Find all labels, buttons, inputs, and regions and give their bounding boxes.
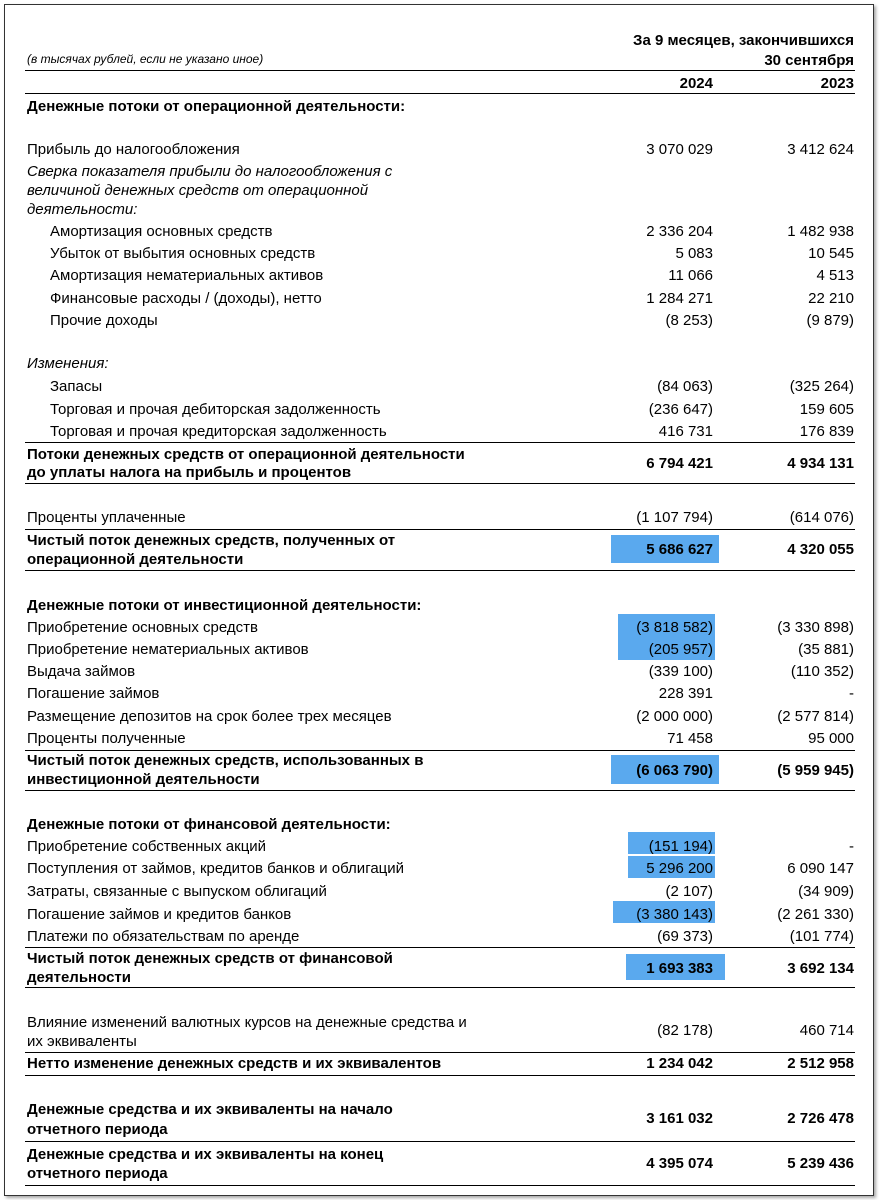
value-2024: (339 100) bbox=[648, 663, 713, 680]
value-2024: (2 000 000) bbox=[636, 708, 713, 725]
value-2024: (8 253) bbox=[665, 312, 713, 329]
value-2024: 3 161 032 bbox=[646, 1110, 713, 1127]
subtotal-label-line1: Потоки денежных средств от операционной деятельности bbox=[27, 446, 465, 463]
row-label: Выдача займов bbox=[27, 663, 136, 680]
total-bottom-rule bbox=[25, 1075, 855, 1076]
header-rule bbox=[25, 70, 855, 71]
row-label: Убыток от выбытия основных средств bbox=[50, 245, 316, 262]
value-2023: 3 692 134 bbox=[787, 960, 854, 977]
total-bottom-rule bbox=[25, 570, 855, 571]
value-2024: 5 083 bbox=[675, 245, 713, 262]
value-2024: (69 373) bbox=[657, 928, 713, 945]
row-label: Амортизация основных средств bbox=[50, 223, 273, 240]
value-2023: (110 352) bbox=[790, 663, 854, 680]
value-2024: (84 063) bbox=[657, 378, 713, 395]
row-label: Прочие доходы bbox=[50, 312, 158, 329]
value-2024: 1 284 271 bbox=[646, 290, 713, 307]
cash-begin-label-line2: отчетного периода bbox=[27, 1121, 168, 1138]
cash-end-label-line2: отчетного периода bbox=[27, 1165, 168, 1182]
value-2023: 22 210 bbox=[808, 290, 854, 307]
total-label-line1: Чистый поток денежных средств, использованных в bbox=[27, 752, 424, 769]
value-2024: 6 794 421 bbox=[646, 455, 713, 472]
investing-section-title: Денежные потоки от инвестиционной деятельности: bbox=[27, 597, 422, 614]
row-label: Нетто изменение денежных средств и их эквивалентов bbox=[27, 1055, 442, 1072]
value-2024: 3 070 029 bbox=[646, 141, 713, 158]
row-label: Затраты, связанные с выпуском облигаций bbox=[27, 883, 327, 900]
financing-section-title: Денежные потоки от финансовой деятельности: bbox=[27, 816, 391, 833]
value-2023: 4 513 bbox=[816, 267, 854, 284]
value-2023: 1 482 938 bbox=[787, 223, 854, 240]
cash-end-label-line1: Денежные средства и их эквиваленты на конец bbox=[27, 1146, 384, 1163]
total-label-line2: деятельности bbox=[27, 969, 131, 986]
subtotal-label-line2: до уплаты налога на прибыль и процентов bbox=[27, 464, 352, 481]
reconciliation-heading-line3: деятельности: bbox=[27, 201, 138, 218]
value-2023: 6 090 147 bbox=[787, 860, 854, 877]
operating-section-title: Денежные потоки от операционной деятельности: bbox=[27, 98, 406, 115]
row-label: Амортизация нематериальных активов bbox=[50, 267, 324, 284]
total-label-line1: Чистый поток денежных средств, полученных от bbox=[27, 532, 396, 549]
value-2023: (35 881) bbox=[798, 641, 854, 658]
value-2023: (614 076) bbox=[789, 509, 854, 526]
value-2023: 2 512 958 bbox=[787, 1055, 854, 1072]
row-label: Запасы bbox=[50, 378, 103, 395]
row-label: Приобретение собственных акций bbox=[27, 838, 267, 855]
value-2023: 4 934 131 bbox=[787, 455, 854, 472]
header-bottom-rule bbox=[25, 93, 855, 94]
value-2024: (2 107) bbox=[665, 883, 713, 900]
value-2023: 2 726 478 bbox=[787, 1110, 854, 1127]
value-2024: (3 818 582) bbox=[636, 619, 713, 636]
reconciliation-heading-line2: величиной денежных средств от операционной bbox=[27, 182, 369, 199]
row-label: Торговая и прочая дебиторская задолженность bbox=[50, 401, 381, 418]
value-2024: 416 731 bbox=[658, 423, 713, 440]
period-header-line1: За 9 месяцев, закончившихся bbox=[633, 32, 854, 49]
reconciliation-heading-line1: Сверка показателя прибыли до налогообложения с bbox=[27, 163, 393, 180]
value-2023: (2 577 814) bbox=[777, 708, 854, 725]
value-2024: (236 647) bbox=[648, 401, 713, 418]
subtotal-bottom-rule bbox=[25, 483, 855, 484]
row-label: Погашение займов и кредитов банков bbox=[27, 906, 292, 923]
value-2023: 159 605 bbox=[799, 401, 854, 418]
row-label: Финансовые расходы / (доходы), нетто bbox=[50, 290, 322, 307]
value-2023: (9 879) bbox=[806, 312, 854, 329]
value-2024: 4 395 074 bbox=[646, 1155, 713, 1172]
value-2023: 10 545 bbox=[808, 245, 854, 262]
row-label: Приобретение основных средств bbox=[27, 619, 258, 636]
value-2023: (3 330 898) bbox=[777, 619, 854, 636]
value-2024: (6 063 790) bbox=[636, 762, 713, 779]
value-2024: (3 380 143) bbox=[636, 906, 713, 923]
value-2023: 5 239 436 bbox=[787, 1155, 854, 1172]
row-label: Прибыль до налогообложения bbox=[27, 141, 240, 158]
cash-begin-label-line1: Денежные средства и их эквиваленты на начало bbox=[27, 1101, 393, 1118]
value-2024: 1 693 383 bbox=[646, 960, 713, 977]
row-label: Приобретение нематериальных активов bbox=[27, 641, 309, 658]
value-2023: (34 909) bbox=[798, 883, 854, 900]
changes-heading: Изменения: bbox=[27, 355, 109, 372]
row-label: Размещение депозитов на срок более трех месяцев bbox=[27, 708, 392, 725]
row-label: Поступления от займов, кредитов банков и облигаций bbox=[27, 860, 405, 877]
value-2023: - bbox=[849, 685, 854, 702]
total-label-line2: инвестиционной деятельности bbox=[27, 771, 260, 788]
value-2023: 3 412 624 bbox=[787, 141, 854, 158]
fx-label-line1: Влияние изменений валютных курсов на денежные средства и bbox=[27, 1014, 467, 1031]
value-2023: 176 839 bbox=[799, 423, 854, 440]
fx-label-line2: их эквиваленты bbox=[27, 1033, 137, 1050]
value-2024: 11 066 bbox=[668, 267, 713, 284]
value-2023: - bbox=[849, 838, 854, 855]
total-bottom-rule bbox=[25, 790, 855, 791]
total-bottom-rule bbox=[25, 987, 855, 988]
total-rule bbox=[25, 947, 855, 948]
value-2024: 5 296 200 bbox=[646, 860, 713, 877]
value-2023: 460 714 bbox=[799, 1022, 854, 1039]
value-2024: 228 391 bbox=[658, 685, 713, 702]
row-label: Проценты полученные bbox=[27, 730, 186, 747]
value-2023: (5 959 945) bbox=[777, 762, 854, 779]
year-2024-header: 2024 bbox=[679, 75, 713, 92]
value-2024: (151 194) bbox=[648, 838, 713, 855]
value-2024: 1 234 042 bbox=[646, 1055, 713, 1072]
total-rule bbox=[25, 529, 855, 530]
period-header-line2: 30 сентября bbox=[764, 52, 854, 69]
total-rule bbox=[25, 1052, 855, 1053]
subtotal-rule bbox=[25, 442, 855, 443]
units-note: (в тысячах рублей, если не указано иное) bbox=[27, 52, 264, 66]
total-rule bbox=[25, 750, 855, 751]
value-2024: 2 336 204 bbox=[646, 223, 713, 240]
value-2024: (1 107 794) bbox=[636, 509, 713, 526]
value-2024: 5 686 627 bbox=[646, 541, 713, 558]
row-label: Торговая и прочая кредиторская задолженность bbox=[50, 423, 387, 440]
row-label: Проценты уплаченные bbox=[27, 509, 186, 526]
row-rule bbox=[25, 1141, 855, 1142]
value-2023: 4 320 055 bbox=[787, 541, 854, 558]
total-label-line1: Чистый поток денежных средств от финансовой bbox=[27, 950, 393, 967]
value-2024: (205 957) bbox=[648, 641, 713, 658]
year-2023-header: 2023 bbox=[820, 75, 854, 92]
final-rule bbox=[25, 1185, 855, 1186]
value-2023: (325 264) bbox=[789, 378, 854, 395]
value-2023: 95 000 bbox=[808, 730, 854, 747]
value-2023: (2 261 330) bbox=[777, 906, 854, 923]
value-2023: (101 774) bbox=[789, 928, 854, 945]
row-label: Платежи по обязательствам по аренде bbox=[27, 928, 300, 945]
value-2024: 71 458 bbox=[667, 730, 713, 747]
row-label: Погашение займов bbox=[27, 685, 160, 702]
value-2024: (82 178) bbox=[657, 1022, 713, 1039]
total-label-line2: операционной деятельности bbox=[27, 551, 244, 568]
